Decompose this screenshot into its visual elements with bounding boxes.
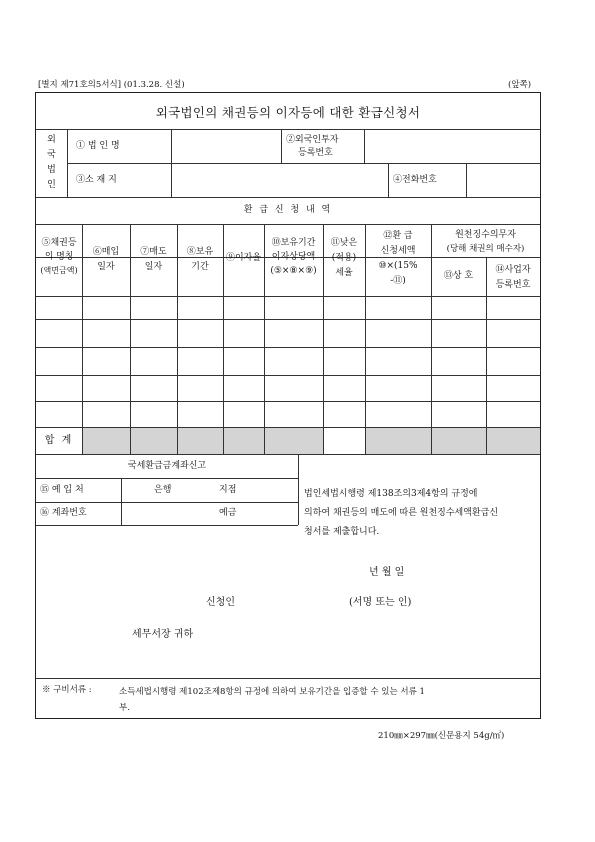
attachment-text: 소득세법시행령 제102조제8항의 규정에 의하여 보유기간을 입증할 수 있는 서류 1 부. bbox=[119, 687, 425, 713]
col-holding-period: ⑧보유 기간 bbox=[186, 247, 214, 272]
refund-account-title: 국세환급금계좌신고 bbox=[127, 461, 207, 471]
page-side-label: (앞쪽) bbox=[508, 80, 532, 90]
phone-field[interactable] bbox=[467, 164, 539, 196]
account-number-label: ⑯ 계좌번호 bbox=[40, 508, 87, 518]
paper-size-footer: 210㎜×297㎜(신문용지 54g/㎡) bbox=[378, 731, 505, 741]
investor-reg-label-1: ②외국인투자 bbox=[286, 135, 339, 145]
total-label: 합 계 bbox=[44, 435, 74, 446]
investor-reg-label-2: 등록번호 bbox=[298, 148, 333, 158]
signature-label: (서명 또는 인) bbox=[349, 597, 412, 608]
address-label: ③소 재 지 bbox=[76, 175, 117, 185]
corporation-name-label: ① 법 인 명 bbox=[76, 141, 120, 151]
attachment-label: ※ 구비서류 : bbox=[42, 685, 92, 695]
col-holding-interest: ⑩보유기간 이자상당액 (⑤×⑧×⑨) bbox=[270, 238, 317, 276]
col-bond-name: ⑤채권등 의 명칭 (액면금액) bbox=[40, 238, 78, 275]
col-interest-rate: ⑨이자율 bbox=[225, 253, 262, 263]
address-field[interactable] bbox=[172, 164, 387, 196]
applicant-label: 신청인 bbox=[206, 597, 235, 608]
investor-reg-number-field[interactable] bbox=[365, 130, 539, 162]
col-applied-tax-rate: ⑪낮은 (적용) 세율 bbox=[330, 238, 358, 278]
application-form bbox=[35, 92, 541, 719]
application-statement: 법인세법시행령 제138조의3제4항의 규정에 의하여 채권등의 매도에 따른 원천징수세액환급신 청서를 제출합니다. bbox=[304, 489, 499, 537]
date-line: 년 월 일 bbox=[369, 567, 405, 578]
bank-label: 은행 bbox=[154, 485, 172, 495]
col-withholding-agent: 원천징수의무자 (당해 채권의 매수자) bbox=[446, 230, 525, 254]
deposit-place-label: ⑮ 예 입 처 bbox=[40, 485, 84, 495]
form-reference: [별지 제71호의5서식] (01.3.28. 신설) bbox=[38, 80, 185, 90]
col-business-reg-number: ⑭사업자 등록번호 bbox=[495, 265, 531, 290]
branch-label: 지점 bbox=[219, 485, 237, 495]
foreign-corporation-label: 외 국 법 인 bbox=[47, 135, 56, 190]
col-purchase-date: ⑥매입 일자 bbox=[92, 247, 120, 272]
phone-label: ④전화번호 bbox=[393, 175, 437, 185]
col-refund-amount: ⑫환 급 신청세액 ⑩×(15% -⑪) bbox=[378, 231, 418, 286]
refund-section-title: 환 급 신 청 내 역 bbox=[243, 205, 333, 215]
deposit-type-label: 예금 bbox=[219, 508, 237, 518]
col-company-name: ⑬상 호 bbox=[443, 271, 474, 281]
corporation-name-field[interactable] bbox=[172, 130, 280, 162]
addressee-label: 세무서장 귀하 bbox=[132, 629, 194, 640]
form-title: 외국법인의 채권등의 이자등에 대한 환급신청서 bbox=[155, 105, 421, 120]
col-sale-date: ⑦매도 일자 bbox=[140, 247, 167, 272]
